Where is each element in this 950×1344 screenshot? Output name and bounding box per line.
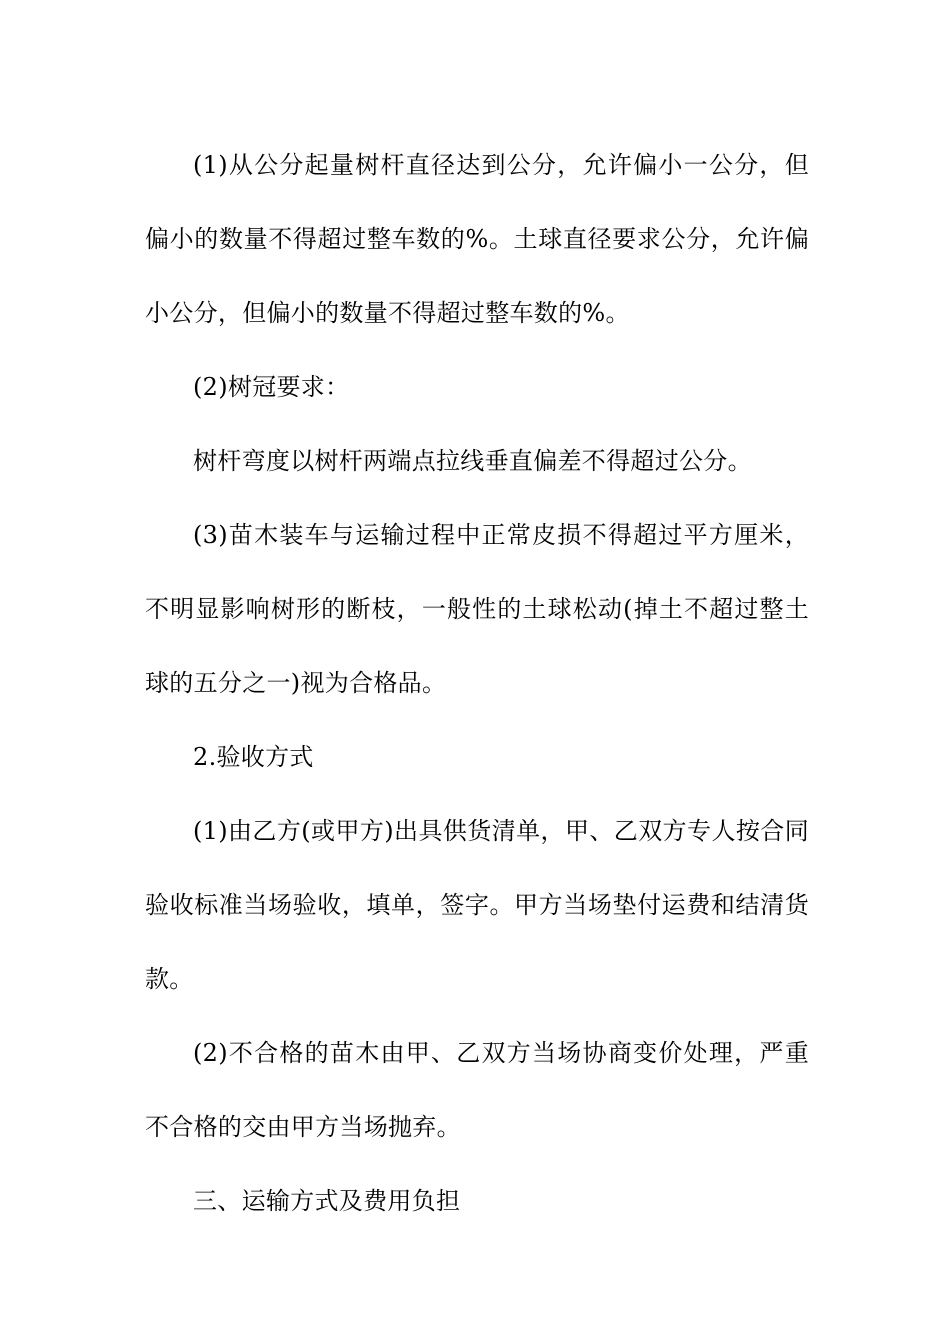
paragraph-crown-requirements-heading: (2)树冠要求： [193,373,350,401]
paragraph-nonconforming-handling: (2)不合格的苗木由甲、乙双方当场协商变价处理，严重不合格的交由甲方当场抛弃。 [145,1039,809,1141]
paragraph-size-requirements: (1)从公分起量树杆直径达到公分，允许偏小一公分，但偏小的数量不得超过整车数的%。土球直径要求公分，允许偏小公分，但偏小的数量不得超过整车数的%。 [145,151,809,327]
paragraph-acceptance-procedure: (1)由乙方(或甲方)出具供货清单，甲、乙双方专人按合同验收标准当场验收，填单，签字。甲方当场垫付运费和结清货款。 [145,817,809,993]
paragraph-trunk-curvature: 树杆弯度以树杆两端点拉线垂直偏差不得超过公分。 [193,447,752,475]
document-body [145,128,809,1238]
section-heading-transport-costs: 三、运输方式及费用负担 [193,1187,461,1215]
paragraph-transport-damage: (3)苗木装车与运输过程中正常皮损不得超过平方厘米，不明显影响树形的断枝，一般性的土球松动(掉土不超过整土球的五分之一)视为合格品。 [145,521,809,697]
section-heading-acceptance-method: 2.验收方式 [193,743,314,771]
